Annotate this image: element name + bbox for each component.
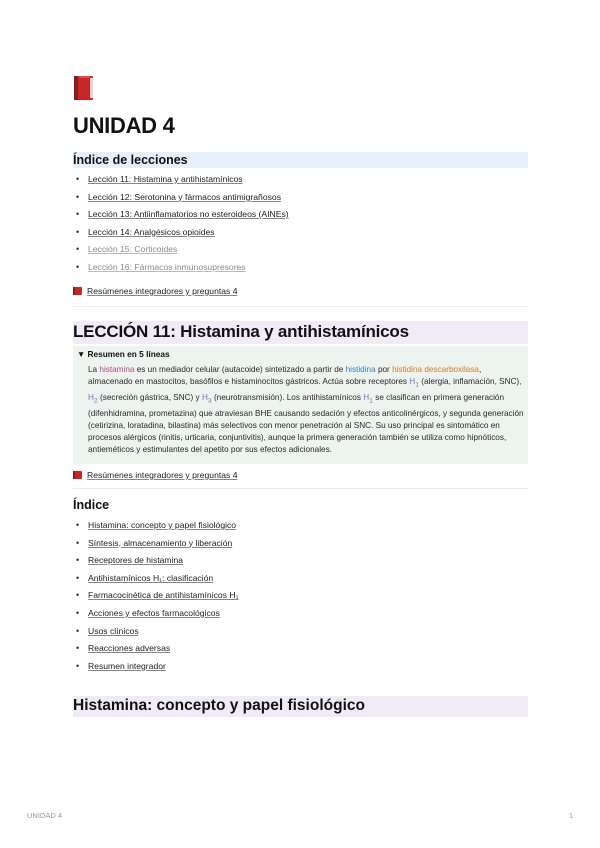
receptor-subscript: 1 (415, 381, 420, 389)
divider (73, 306, 528, 307)
index-item-label[interactable]: Receptores de histamina (88, 555, 184, 566)
index-item-label[interactable]: Acciones y efectos farmacológicos (88, 607, 220, 618)
lesson-link-label[interactable]: Lección 15: Corticoides (88, 244, 178, 255)
receptor-subscript: 3 (207, 397, 212, 405)
lesson-index-items (73, 517, 513, 675)
lesson-link-label[interactable]: Lección 11: Histamina y antihistamínicos (88, 174, 243, 184)
index-item-label[interactable]: Antihistamínicos H₁: clasificación (88, 572, 214, 583)
book-icon (73, 287, 82, 295)
lesson-link-15[interactable] (73, 241, 513, 259)
term-h1b (363, 392, 373, 405)
summary-fragment: se clasifican en primera generación (difenhidramina, prometazina) que atraviesan BHE causando sedación y efectos anticolinérgicos, y segunda generación (cetirizina, loratadina, bilastina) más selectivos con menor penetración al SNC. Su uso principal es sintomático en procesos alérgicos (rinitis, urticaria, conjuntivitis), aunque la primera generación también se utiliza como hipnóticos, antieméticos y estimulantes del apetito por sus efectos adicionales. (88, 392, 524, 454)
lesson-link-label[interactable]: Lección 12: Serotonina y fármacos antimigrañosos (88, 191, 281, 202)
footer-unit: UNIDAD 4 (27, 811, 63, 820)
index-item[interactable] (73, 640, 513, 658)
index-item[interactable] (73, 587, 513, 605)
index-item-label[interactable]: Usos clínicos (88, 625, 139, 636)
summary-fragment: , almacenado en mastocitos, basófilos e histaminocitos gástricos. Actúa sobre receptores (88, 365, 482, 387)
page-number: 1 (569, 811, 574, 820)
lesson-link-11[interactable] (73, 171, 513, 189)
summary-fragment: (neurotransmisión). Los antihistamínicos (211, 392, 364, 402)
term-histidina: histidina (345, 365, 376, 374)
index-item-label[interactable]: Resumen integrador (88, 660, 166, 671)
index-item[interactable] (73, 535, 513, 553)
lesson-index-list (73, 171, 513, 277)
term-h3 (201, 392, 212, 405)
lesson-link-12[interactable] (73, 189, 513, 207)
summary-fragment: es un mediador celular (autacoide) sintetizado a partir de (134, 365, 346, 374)
index-item-label[interactable]: Farmacocinética de antihistamínicos H₁ (88, 590, 239, 601)
index-item[interactable] (73, 570, 513, 588)
summaries-link-label[interactable]: Resúmenes integradores y preguntas 4 (87, 470, 238, 480)
lesson-index-heading: Índice de lecciones (73, 153, 188, 167)
summaries-link[interactable] (73, 470, 237, 480)
receptor-subscript: 2 (93, 397, 98, 405)
term-enzyme: histidina descarboxilasa (392, 365, 479, 374)
index-item[interactable] (73, 623, 513, 641)
book-icon (73, 75, 95, 101)
lesson-link-13[interactable] (73, 206, 513, 224)
index-item[interactable] (73, 605, 513, 623)
lesson-link-label[interactable]: Lección 14: Analgésicos opioides (88, 226, 215, 237)
term-histamina: histamina (99, 365, 135, 374)
summary-callout (73, 346, 528, 464)
receptor-subscript: 1 (369, 397, 373, 405)
summary-fragment: (alergia, inflamación, SNC), (419, 377, 522, 387)
receptor-letter: H (409, 377, 416, 387)
book-icon (73, 471, 82, 479)
lesson-link-label[interactable]: Lección 16: Fármacos inmunosupresores (88, 261, 246, 272)
lesson-link-14[interactable] (73, 224, 513, 242)
lesson-link-16[interactable] (73, 259, 513, 277)
receptor-letter: H (363, 392, 370, 402)
summary-toggle[interactable]: ▼ Resumen en 5 líneas (77, 349, 170, 359)
lesson-index-header (73, 152, 528, 168)
index-item-label[interactable]: Histamina: concepto y papel fisiológico (88, 520, 237, 530)
index-item[interactable] (73, 658, 513, 676)
divider (73, 488, 528, 489)
term-h1 (409, 377, 420, 389)
summary-fragment: por (375, 365, 393, 374)
receptor-letter: H (201, 392, 208, 402)
section-title: Histamina: concepto y papel fisiológico (73, 696, 528, 717)
index-item[interactable] (73, 517, 513, 535)
index-item-label[interactable]: Reacciones adversas (88, 643, 171, 654)
summary-fragment: (secreción gástrica, SNC) y (97, 392, 202, 402)
receptor-letter: H (88, 392, 94, 402)
index-item[interactable] (73, 552, 513, 570)
term-h2 (88, 392, 98, 405)
lesson-link-label[interactable]: Lección 13: Antiinflamatorios no esteroideos (AINEs) (88, 209, 289, 220)
summaries-link-label[interactable]: Resúmenes integradores y preguntas 4 (87, 286, 238, 296)
summary-fragment: La (88, 365, 100, 374)
index-item-label[interactable]: Síntesis, almacenamiento y liberación (88, 537, 233, 548)
index-heading: Índice (73, 498, 110, 512)
summaries-link[interactable] (73, 286, 237, 296)
unit-title: UNIDAD 4 (73, 113, 175, 138)
summary-text (88, 364, 525, 456)
lesson-title: LECCIÓN 11: Histamina y antihistamínicos (73, 321, 528, 344)
